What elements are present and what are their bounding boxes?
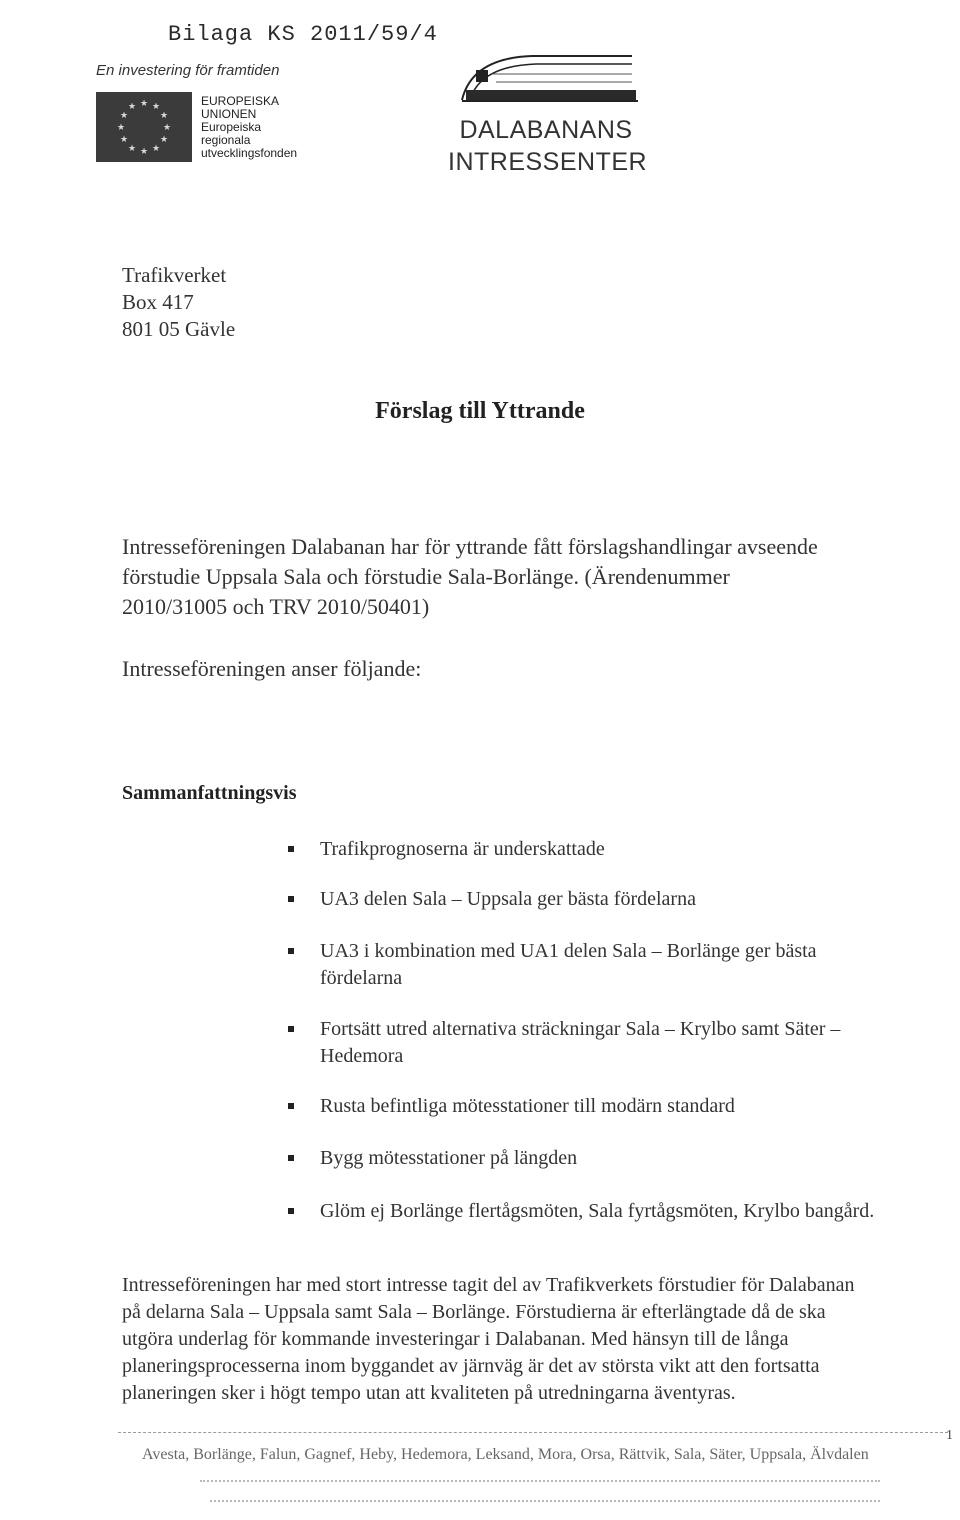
eu-label-line: EUROPEISKA bbox=[201, 94, 280, 108]
address-line: Box 417 bbox=[122, 290, 194, 314]
organization-name bbox=[448, 114, 648, 178]
svg-text:★: ★ bbox=[151, 102, 161, 112]
bullet-text: UA3 i kombination med UA1 delen Sala – Borlänge ger bästa bbox=[320, 940, 817, 962]
svg-text:★: ★ bbox=[139, 99, 149, 109]
bullet-marker-icon bbox=[288, 1026, 294, 1032]
bullet-text: UA3 delen Sala – Uppsala ger bästa fördelarna bbox=[320, 888, 696, 910]
opinion-intro: Intresseföreningen anser följande: bbox=[122, 656, 422, 681]
body-line: planeringen sker i högt tempo utan att kvaliteten på utredningarna äventyras. bbox=[122, 1382, 736, 1404]
svg-text:★: ★ bbox=[127, 102, 137, 112]
bullet-marker-icon bbox=[288, 846, 294, 852]
eu-tagline: En investering för framtiden bbox=[96, 62, 280, 79]
svg-text:★: ★ bbox=[139, 147, 149, 157]
footer-divider bbox=[118, 1432, 948, 1433]
intro-line: 2010/31005 och TRV 2010/50401) bbox=[122, 594, 430, 619]
train-logo-icon bbox=[452, 50, 640, 108]
body-line: planeringsprocesserna inom byggandet av järnväg är det av största vikt att den fortsatta bbox=[122, 1355, 820, 1377]
bullet-text: Glöm ej Borlänge flertågsmöten, Sala fyrtågsmöten, Krylbo bangård. bbox=[320, 1200, 875, 1222]
bullet-text: Hedemora bbox=[320, 1045, 404, 1067]
summary-heading: Sammanfattningsvis bbox=[122, 782, 297, 804]
bullet-text: Fortsätt utred alternativa sträckningar Sala – Krylbo samt Säter – bbox=[320, 1018, 841, 1040]
eu-flag-logo bbox=[96, 92, 192, 162]
eu-label-line: UNIONEN bbox=[201, 107, 257, 121]
svg-text:★: ★ bbox=[127, 144, 137, 154]
bullet-marker-icon bbox=[288, 1103, 294, 1109]
svg-text:★: ★ bbox=[116, 123, 126, 133]
intro-paragraph bbox=[122, 532, 952, 622]
body-line: Intresseföreningen har med stort intresse tagit del av Trafikverkets förstudier för Dalabanan bbox=[122, 1274, 855, 1296]
address-line: 801 05 Gävle bbox=[122, 317, 236, 341]
document-stamp: Bilaga KS 2011/59/4 bbox=[168, 22, 438, 47]
page-number: 1 bbox=[946, 1428, 953, 1443]
svg-text:★: ★ bbox=[159, 111, 169, 121]
bullet-marker-icon bbox=[288, 896, 294, 902]
eu-label-line: Europeiska bbox=[201, 120, 262, 134]
intro-line: förstudie Uppsala Sala och förstudie Sala-Borlänge. (Ärendenummer bbox=[122, 564, 730, 589]
footer-municipalities: Avesta, Borlänge, Falun, Gagnef, Heby, Hedemora, Leksand, Mora, Orsa, Rättvik, Sala, Säter, Uppsala, Älvdalen bbox=[142, 1446, 869, 1463]
eu-label-line: regionala bbox=[201, 133, 251, 147]
eu-label bbox=[201, 95, 297, 160]
document-title: Förslag till Yttrande bbox=[375, 398, 585, 424]
svg-text:★: ★ bbox=[119, 135, 129, 145]
intro-line: Intresseföreningen Dalabanan har för yttrande fått förslagshandlingar avseende bbox=[122, 534, 818, 559]
eu-label-line: utvecklingsfonden bbox=[201, 146, 298, 160]
svg-text:★: ★ bbox=[119, 111, 129, 121]
address-line: Trafikverket bbox=[122, 263, 227, 287]
bullet-text: fördelarna bbox=[320, 967, 403, 989]
org-name-line: INTRESSENTER bbox=[448, 148, 648, 176]
footer-illegible-text bbox=[210, 1500, 880, 1502]
bullet-marker-icon bbox=[288, 1208, 294, 1214]
bullet-text: Rusta befintliga mötesstationer till modärn standard bbox=[320, 1095, 735, 1117]
bullet-text: Bygg mötesstationer på längden bbox=[320, 1147, 578, 1169]
svg-text:★: ★ bbox=[162, 123, 172, 133]
svg-text:★: ★ bbox=[159, 135, 169, 145]
org-name-line: DALABANANS bbox=[459, 116, 633, 144]
footer-illegible-text bbox=[200, 1480, 880, 1482]
bullet-marker-icon bbox=[288, 1155, 294, 1161]
body-paragraph bbox=[122, 1272, 952, 1407]
svg-text:★: ★ bbox=[151, 144, 161, 154]
body-line: utgöra underlag för kommande investeringar i Dalabanan. Med hänsyn till de långa bbox=[122, 1328, 789, 1350]
recipient-address bbox=[122, 262, 235, 343]
bullet-text: Trafikprognoserna är underskattade bbox=[320, 838, 605, 860]
bullet-marker-icon bbox=[288, 948, 294, 954]
body-line: på delarna Sala – Uppsala samt Sala – Borlänge. Förstudierna är efterlängtade då de ska bbox=[122, 1301, 826, 1323]
